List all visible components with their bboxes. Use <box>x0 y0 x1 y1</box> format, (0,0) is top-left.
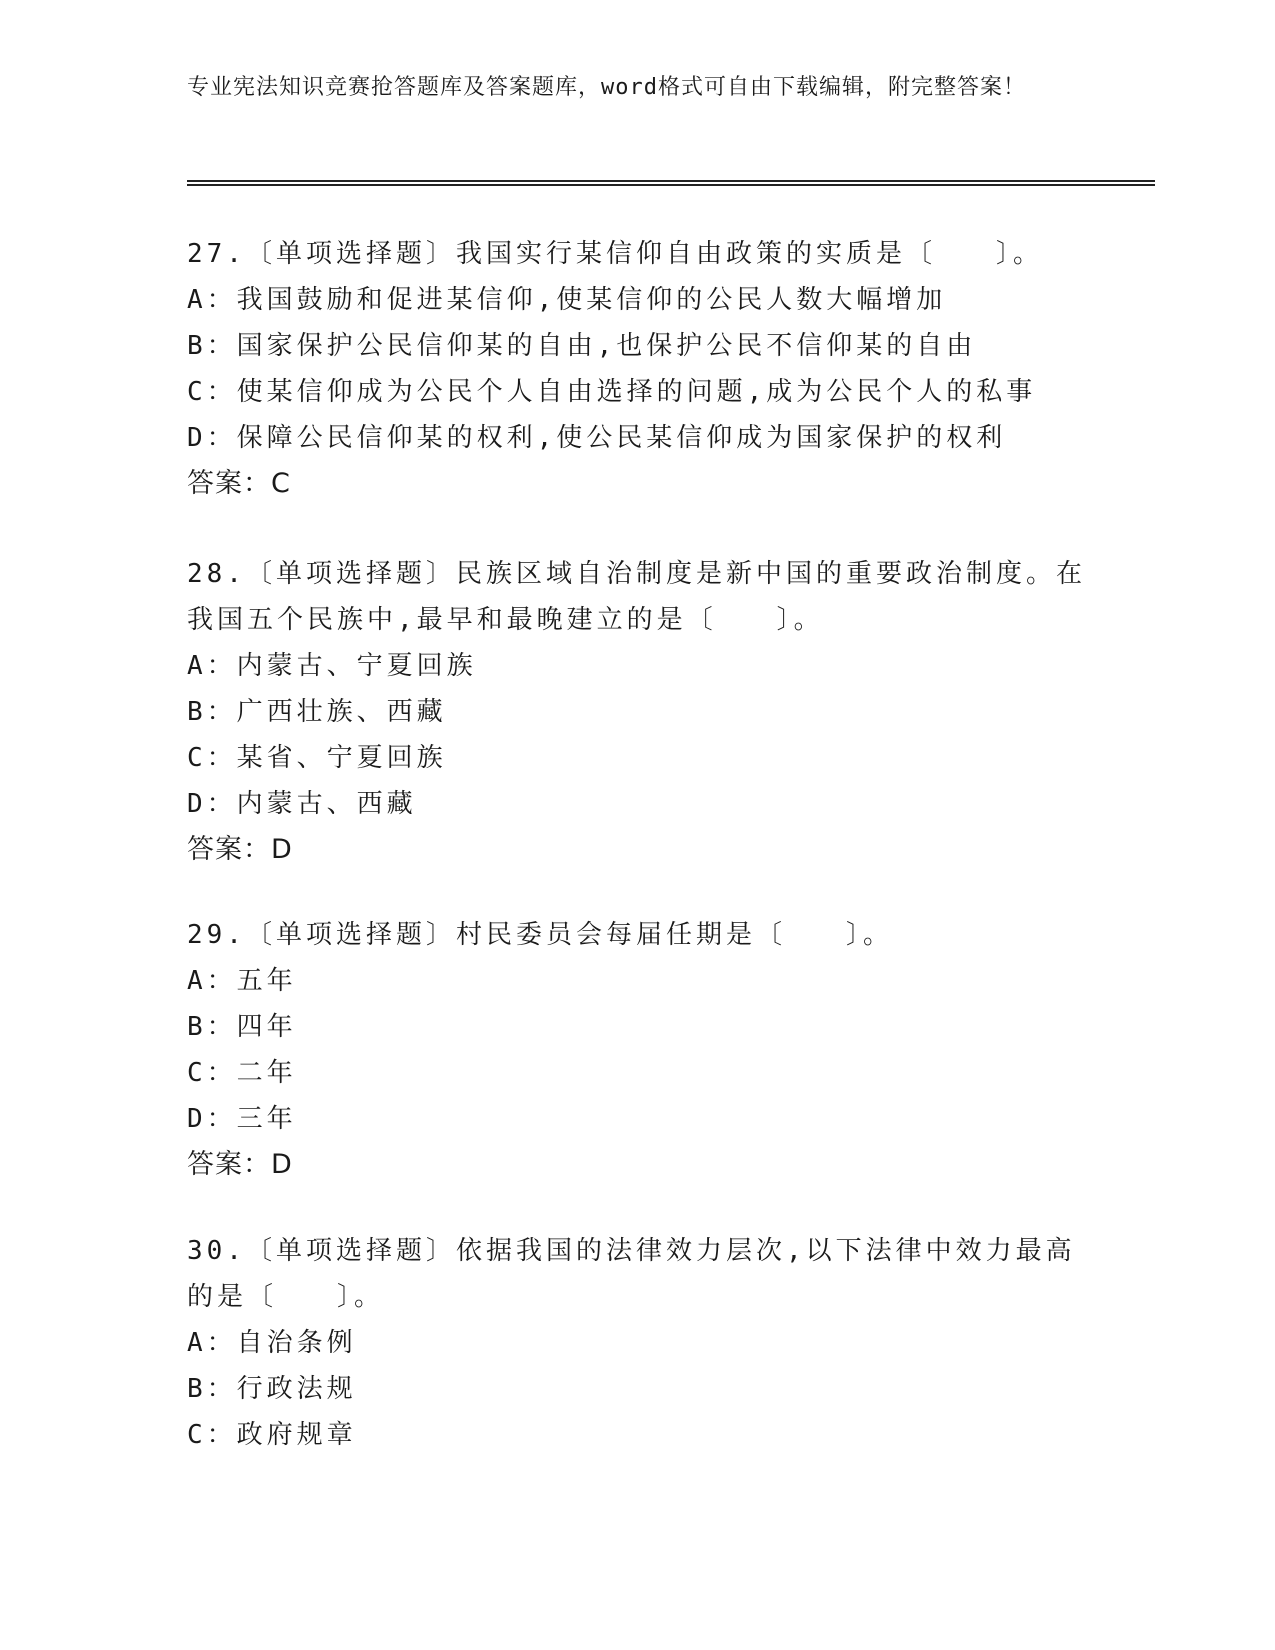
option-a: A：内蒙古、宁夏回族 <box>187 651 477 681</box>
answer-label: 答案：D <box>187 834 293 865</box>
option-a: A：五年 <box>187 966 297 996</box>
answer-label: 答案：C <box>187 468 291 499</box>
option-b: B：广西壮族、西藏 <box>187 697 447 727</box>
question-stem: 30.〔单项选择题〕依据我国的法律效力层次,以下法律中效力最高的是〔 〕。 <box>187 1236 1076 1312</box>
option-b: B：四年 <box>187 1012 297 1042</box>
header-rule-top <box>187 180 1155 182</box>
question-27 <box>187 231 1087 507</box>
page-header: 专业宪法知识竞赛抢答题库及答案题库，word格式可自由下载编辑，附完整答案！ <box>187 75 1026 100</box>
option-c: C：二年 <box>187 1058 297 1088</box>
question-28 <box>187 551 1087 873</box>
option-d: D：三年 <box>187 1104 297 1134</box>
option-b: B：国家保护公民信仰某的自由,也保护公民不信仰某的自由 <box>187 331 977 361</box>
question-29 <box>187 912 1087 1188</box>
header-rule-bottom <box>187 184 1155 186</box>
question-30 <box>187 1228 1087 1458</box>
option-c: C：某省、宁夏回族 <box>187 743 447 773</box>
option-d: D：内蒙古、西藏 <box>187 789 417 819</box>
option-d: D：保障公民信仰某的权利,使公民某信仰成为国家保护的权利 <box>187 423 1007 453</box>
option-a: A：我国鼓励和促进某信仰,使某信仰的公民人数大幅增加 <box>187 285 947 315</box>
question-stem: 27.〔单项选择题〕我国实行某信仰自由政策的实质是〔 〕。 <box>187 239 1043 269</box>
option-c: C：政府规章 <box>187 1420 357 1450</box>
option-c: C：使某信仰成为公民个人自由选择的问题,成为公民个人的私事 <box>187 377 1037 407</box>
question-stem: 28.〔单项选择题〕民族区域自治制度是新中国的重要政治制度。在我国五个民族中,最早和最晚建立的是〔 〕。 <box>187 559 1086 635</box>
answer-label: 答案：D <box>187 1149 293 1180</box>
option-b: B：行政法规 <box>187 1374 357 1404</box>
question-stem: 29.〔单项选择题〕村民委员会每届任期是〔 〕。 <box>187 920 893 950</box>
option-a: A：自治条例 <box>187 1328 357 1358</box>
